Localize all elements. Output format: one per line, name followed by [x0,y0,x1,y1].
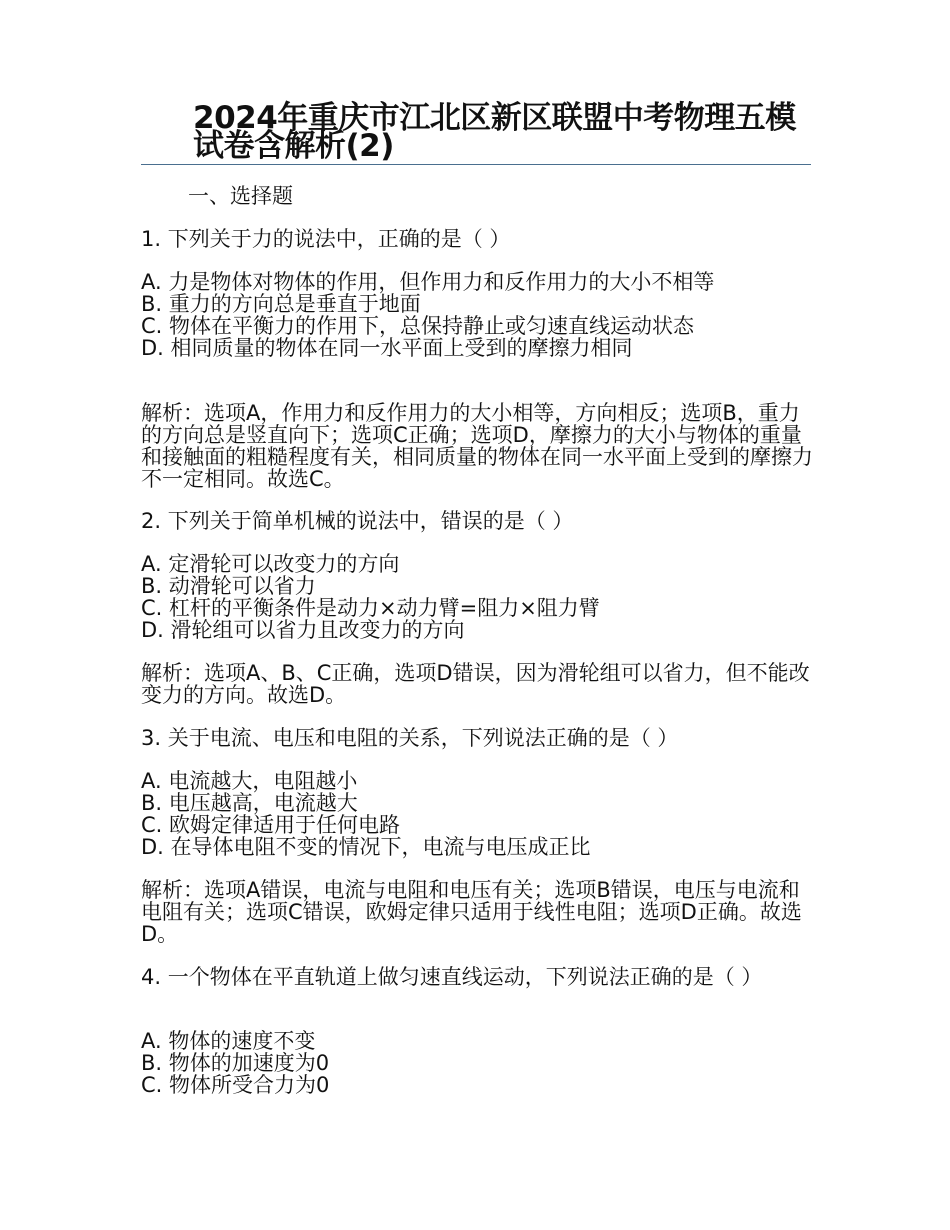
question-stem: 1. 下列关于力的说法中，正确的是（ ） [141,227,511,251]
question-stem: 2. 下列关于简单机械的说法中，错误的是（ ） [141,509,574,533]
analysis-text: 解析：选项A、B、C正确，选项D错误，因为滑轮组可以省力，但不能改变力的方向。故选D。 [141,661,810,707]
option-d: D. 在导体电阻不变的情况下，电流与电压成正比 [141,835,591,859]
option-c: C. 物体在平衡力的作用下，总保持静止或匀速直线运动状态 [141,314,695,338]
question-2-options [141,553,813,641]
question-2 [141,510,813,532]
question-1 [141,228,813,250]
document-page [141,100,813,208]
question-stem: 3. 关于电流、电压和电阻的关系，下列说法正确的是（ ） [141,726,679,750]
option-b: B. 物体的加速度为0 [141,1051,330,1075]
document-title: 2024年重庆市江北区新区联盟中考物理五模试卷含解析(2) [193,100,796,164]
analysis-text: 解析：选项A，作用力和反作用力的大小相等，方向相反；选项B，重力的方向总是竖直向下；选项C正确；选项D，摩擦力的大小与物体的重量和接触面的粗糙程度有关，相同质量的物体在同一水平面上受到的摩擦力不一定相同。故选C。 [141,401,813,491]
option-a: A. 电流越大，电阻越小 [141,769,358,793]
option-b: B. 动滑轮可以省力 [141,574,316,598]
option-c: C. 欧姆定律适用于任何电路 [141,813,401,837]
option-a: A. 力是物体对物体的作用，但作用力和反作用力的大小不相等 [141,270,715,294]
option-d: D. 滑轮组可以省力且改变力的方向 [141,618,465,642]
option-a: A. 物体的速度不变 [141,1029,316,1053]
question-4 [141,966,813,988]
question-3-analysis [141,879,813,945]
option-c: C. 物体所受合力为0 [141,1073,330,1097]
question-2-analysis [141,662,813,706]
option-a: A. 定滑轮可以改变力的方向 [141,552,400,576]
question-1-options [141,271,813,359]
question-1-analysis [141,402,813,490]
question-4-options [141,1030,813,1096]
title-divider [141,164,811,165]
question-stem: 4. 一个物体在平直轨道上做匀速直线运动，下列说法正确的是（ ） [141,965,763,989]
option-b: B. 电压越高，电流越大 [141,791,358,815]
question-3 [141,727,813,749]
option-c: C. 杠杆的平衡条件是动力×动力臂=阻力×阻力臂 [141,596,600,620]
option-b: B. 重力的方向总是垂直于地面 [141,292,421,316]
question-3-options [141,770,813,858]
option-d: D. 相同质量的物体在同一水平面上受到的摩擦力相同 [141,336,633,360]
section-heading: 一、选择题 [188,184,293,208]
analysis-text: 解析：选项A错误，电流与电阻和电压有关；选项B错误，电压与电流和电阻有关；选项C错误，欧姆定律只适用于线性电阻；选项D正确。故选D。 [141,878,802,946]
